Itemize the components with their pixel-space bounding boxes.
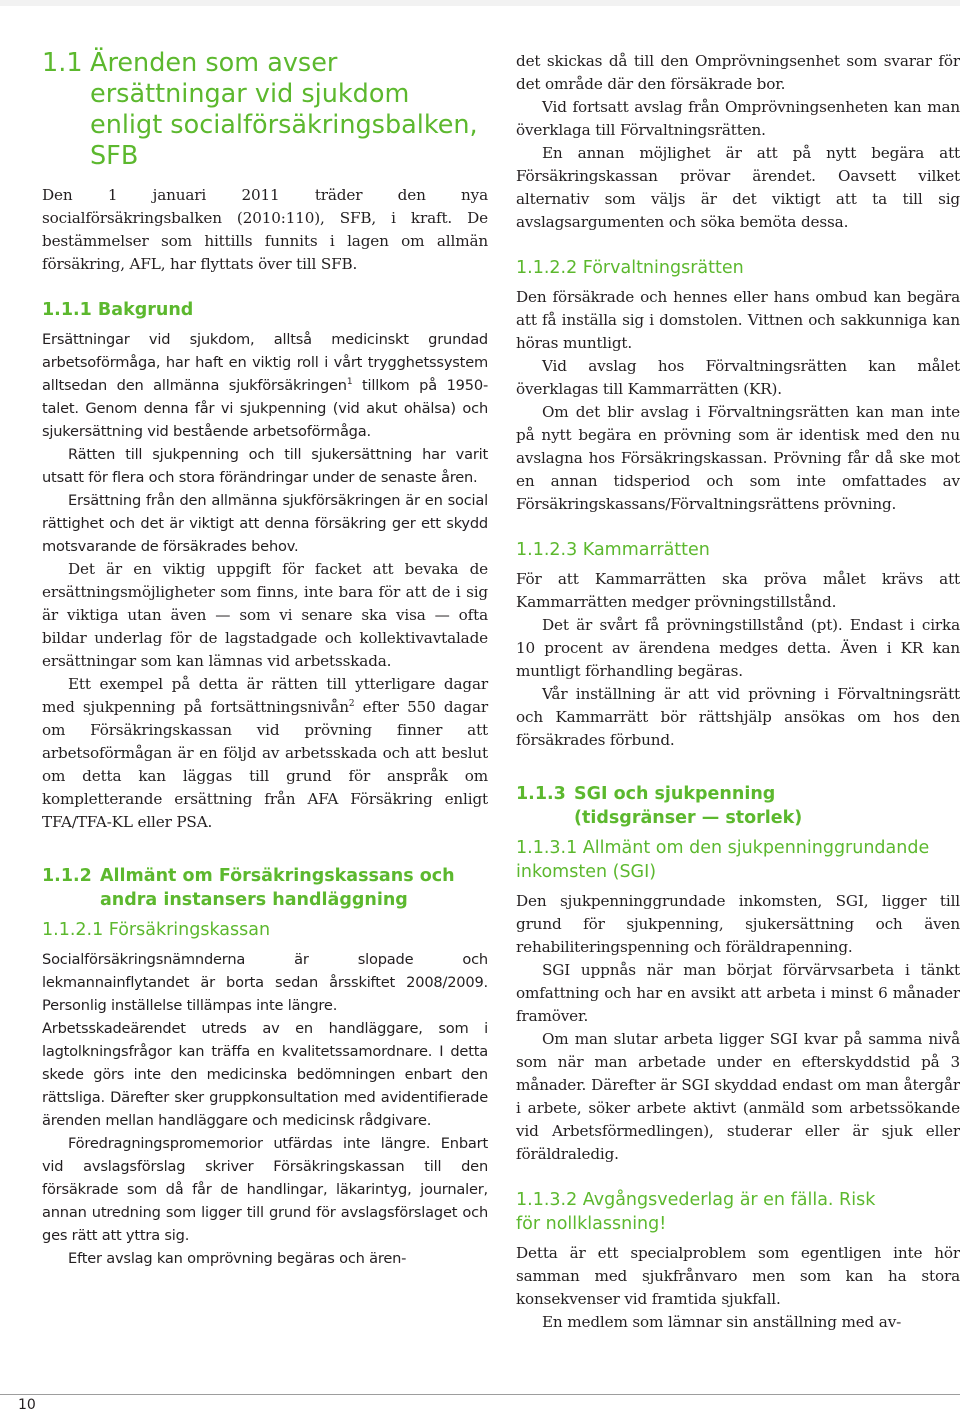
kr-paragraph-3: Vår inställning är att vid prövning i Förvaltningsrätt och Kammarrätt bör rättshjälp ansökas om hos den försäkrades förbund. xyxy=(516,685,960,749)
sgi-paragraph-1: Den sjukpenninggrundade inkomsten, SGI, ligger till grund för sjukpenning, sjukersättning och även rehabiliteringspenning och föräldrapenning. xyxy=(516,892,960,956)
top-edge xyxy=(0,0,960,6)
fr-paragraph-3: Om det blir avslag i Förvaltningsrätten kan man inte på nytt begära en prövning som är identisk med den nu avslagna hos Försäkringskassan. Prövning får då ske mot en annan tidsperiod och som inte omfattades av Försäkringskassans/Förvaltningsrättens prövning. xyxy=(516,403,960,513)
av-paragraph-1: Detta är ett specialproblem som egentligen inte hör samman med sjukfrånvaro men som kan ha stora konsekvenser vid framtida sjukfall. xyxy=(516,1244,960,1308)
page-number: 10 xyxy=(18,1397,36,1413)
bakgrund-paragraph-4: Det är en viktig uppgift för facket att bevaka de ersättningsmöjligheter som finns, inte bara för att de i sig är viktiga utan även — som vi senare ska visa — ofta bildar underlag för de lagstadgade och kollektivavtalade ersättningar som kan lämnas vid arbetsskada. xyxy=(42,560,488,670)
fk-paragraph-1: Socialförsäkringsnämnderna är slopade och lekmannainflytandet är borta sedan årsskiftet 2008/2009. Personlig inställelse tillämpas inte längre. xyxy=(42,951,488,1014)
footnote-ref-2: 2 xyxy=(348,698,355,709)
fk-paragraph-3: Föredragningspromemorior utfärdas inte längre. Enbart vid avslagsförslag skriver Försäkringskassan till den försäkrade som då får de handlingar, läkarintyg, journaler, annan utredning som ligger till grund för avslagsförslaget och ges rätt att yttra sig. xyxy=(42,1135,488,1244)
heading-1-1-2-3: 1.1.2.3 Kammarrätten xyxy=(516,540,710,560)
heading-1-1-2-2: 1.1.2.2 Förvaltningsrätten xyxy=(516,258,744,278)
bakgrund-p5-text: Ett exempel på detta är rätten till ytterligare dagar med sjukpenning på fortsättningsnivån xyxy=(42,675,488,716)
bakgrund-paragraph-3: Ersättning från den allmänna sjukförsäkringen är en social rättighet och det är viktigt att denna försäkring ger ett skydd motsvarande de försäkrades behov. xyxy=(42,492,488,555)
intro-paragraph: Den 1 januari 2011 träder den nya socialförsäkringsbalken (2010:110), SFB, i kraft. De bestämmelser som hittills funnits i lagen om allmän försäkring, AFL, har flyttats över till SFB. xyxy=(42,186,488,273)
bakgrund-p1-text: Ersättningar vid sjukdom, alltså medicinskt grundad arbetsoförmåga, har haft en viktig roll i vårt trygghetssystem alltsedan den allmänna sjukförsäkringen xyxy=(42,331,488,394)
bakgrund-paragraph-1 xyxy=(42,328,488,443)
fr-paragraph-2: Vid avslag hos Förvaltningsrätten kan målet överklagas till Kammarrätten (KR). xyxy=(516,357,960,398)
right-paragraph-2: Vid fortsatt avslag från Omprövningsenheten kan man överklaga till Förvaltningsrätten. xyxy=(516,98,960,139)
section-heading-1-1 xyxy=(42,48,488,172)
bakgrund-paragraph-2: Rätten till sjukpenning och till sjukersättning har varit utsatt för flera och stora förändringar under de senaste åren. xyxy=(42,446,488,486)
heading-bakgrund: 1.1.1 Bakgrund xyxy=(42,300,194,320)
right-paragraph-1: det skickas då till den Omprövningsenhet som svarar för det område där den försäkrade bor. xyxy=(516,52,960,93)
fk-paragraph-4: Efter avslag kan omprövning begäras och ären- xyxy=(68,1250,407,1267)
heading-1-1-2 xyxy=(42,864,488,912)
section-title: Ärenden som avser ersättningar vid sjukdom enligt socialförsäkringsbalken, SFB xyxy=(90,48,478,171)
heading-1-1-3 xyxy=(516,782,960,830)
bakgrund-p5-text-cont: efter 550 dagar om Försäkringskassan vid prövning finner att arbetsoförmågan är en följd av arbetsskada och att beslut om detta kan läggas till grund för anspråk om kompletterande ersättning från AFA Försäkring enligt TFA/TFA-KL eller PSA. xyxy=(42,698,488,831)
sgi-paragraph-2: SGI uppnås när man börjat förvärvsarbeta i tänkt omfattning och har en avsikt att arbeta i minst 6 månader framöver. xyxy=(516,961,960,1025)
right-column xyxy=(516,50,960,1334)
heading-1-1-2-1: 1.1.2.1 Försäkringskassan xyxy=(42,920,271,940)
sgi-paragraph-3: Om man slutar arbeta ligger SGI kvar på samma nivå som när man arbetade under en efterskyddstid på 3 månader. Därefter är SGI skyddad endast om man återgår i arbete, söker arbete aktivt (anmäld som arbetssökande vid Arbetsförmedlingen), studerar eller är sjuk eller föräldraledig. xyxy=(516,1030,960,1163)
heading-1-1-3-1: 1.1.3.1 Allmänt om den sjukpenninggrundande inkomsten (SGI) xyxy=(516,838,930,882)
section-number: 1.1 xyxy=(42,48,83,78)
left-column xyxy=(42,48,488,1270)
section-title: SGI och sjukpenning (tidsgränser — storlek) xyxy=(574,784,803,828)
heading-1-1-3-2: 1.1.3.2 Avgångsvederlag är en fälla. Risk för nollklassning! xyxy=(516,1190,876,1234)
fr-paragraph-1: Den försäkrade och hennes eller hans ombud kan begära att få inställa sig i domstolen. Vittnen och sakkunniga kan höras muntligt. xyxy=(516,288,960,352)
section-title: Allmänt om Försäkringskassans och andra instansers handläggning xyxy=(100,866,455,910)
kr-paragraph-1: För att Kammarrätten ska pröva målet krävs att Kammarrätten medger prövningstillstånd. xyxy=(516,570,960,611)
kr-paragraph-2: Det är svårt få prövningstillstånd (pt). Endast i cirka 10 procent av ärendena medges detta. Även i KR kan muntligt förhandling begäras. xyxy=(516,616,960,680)
right-paragraph-3: En annan möjlighet är att på nytt begära att Försäkringskassan prövar ärendet. Oavsett vilket alternativ som väljs är det viktigt att ta till sig avslagsargumenten och söka bemöta dessa. xyxy=(516,144,960,231)
bakgrund-p1-text-cont: tillkom på 1950-talet. Genom denna får vi sjukpenning (vid akut ohälsa) och sjukersättning vid bestående arbetsoförmåga. xyxy=(42,377,489,440)
footnote-ref-1: 1 xyxy=(346,377,353,388)
av-paragraph-2: En medlem som lämnar sin anställning med av- xyxy=(542,1313,902,1331)
bakgrund-paragraph-5 xyxy=(42,673,488,834)
section-number: 1.1.3 xyxy=(516,784,566,804)
section-number: 1.1.2 xyxy=(42,866,92,886)
fk-paragraph-2: Arbetsskadeärendet utreds av en handläggare, som i lagtolkningsfrågor kan träffa en kvalitetssamordnare. I detta skede görs inte den medicinska bedömningen enbart den rättsliga. Därefter sker gruppkonsultation med avidentifierade ärenden mellan handläggare och medicinsk rådgivare. xyxy=(42,1020,488,1129)
footer-rule xyxy=(0,1394,960,1395)
